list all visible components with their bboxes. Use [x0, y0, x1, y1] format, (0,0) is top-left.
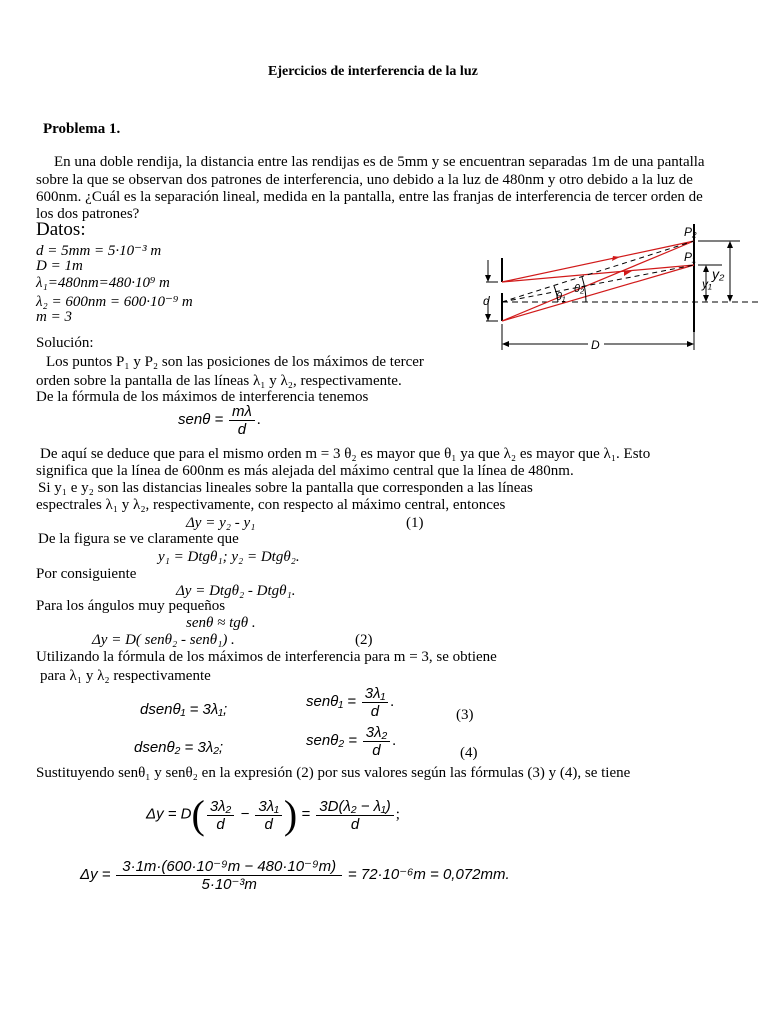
equation-4-number: (4) — [460, 745, 478, 761]
equation-d2: dsenθ₂ = 3λ₂; — [134, 739, 224, 756]
double-slit-figure — [478, 220, 760, 352]
equation-numeric: Δy = $\frac{\text{3·1m·(600·10⁻⁹m − 480·10⁻⁹m)}}{\text{5·10⁻³m}}$ = 72·10⁻⁶m = 0,072mm. — [80, 858, 510, 893]
equation-sen1: senθ₁ = $\frac{\text{3λ₁}}{d}$ . — [306, 685, 394, 720]
solution-line-13: Sustituyendo senθ₁ y senθ₂ en la expresión (2) por sus valores según las fórmulas (3) y (4), se tiene — [36, 765, 631, 781]
equation-1-number: (1) — [406, 515, 424, 531]
solution-line-8: De la figura se ve claramente que — [38, 531, 239, 547]
statement-line-3: 600nm. ¿Cuál es la separación lineal, medida en la pantalla, entre las franjas de interferencia de tercer orden de — [36, 189, 703, 205]
datos-d: d = 5mm = 5·10⁻³ m — [36, 243, 162, 259]
equation-approx: senθ ≈ tgθ . — [186, 615, 256, 631]
statement-line-4: los dos patrones? — [36, 206, 140, 222]
statement-line-2: sobre la que se observan dos patrones de interferencia, uno debido a la luz de 480nm y otro debido a la luz de — [36, 172, 693, 188]
solution-line-11: Utilizando la fórmula de los máximos de interferencia para m = 3, se obtiene — [36, 649, 497, 665]
solution-line-2: orden sobre la pantalla de las líneas λ₁ y λ₂, respectivamente. — [36, 373, 402, 389]
equation-d1: dsenθ₁ = 3λ₁; — [140, 701, 228, 718]
solution-line-12: para λ₁ y λ₂ respectivamente — [40, 668, 211, 684]
equation-2: Δy = D( senθ₂ - senθ₁) . — [92, 632, 235, 648]
label-y2: y₂ — [712, 266, 725, 282]
formula-sen-theta: senθ = $\frac{m\lambda}{d}$ . — [178, 403, 261, 438]
label-p1: P₁ — [684, 250, 696, 264]
label-theta2: θ₂ — [574, 283, 585, 295]
solution-line-10: Para los ángulos muy pequeños — [36, 598, 226, 614]
problem-heading: Problema 1. — [43, 121, 121, 137]
datos-heading: Datos: — [36, 219, 86, 240]
datos-D: D = 1m — [36, 258, 83, 274]
equation-3-number: (3) — [456, 707, 474, 723]
solution-line-9: Por consiguiente — [36, 566, 137, 582]
equation-final: Δy = D( $\frac{\text{3λ₂}}{d}$ − $\frac{\text{3λ₁}}{d}$ ) = $\frac{\text{3D(λ₂ − λ₁)}}{d}$ ; — [146, 792, 400, 837]
solution-line-3: De la fórmula de los máximos de interferencia tenemos — [36, 389, 369, 405]
page-title: Ejercicios de interferencia de la luz — [268, 64, 478, 79]
solution-line-5: significa que la línea de 600nm es más alejada del máximo central que la línea de 480nm. — [36, 463, 574, 479]
solution-line-6: Si y₁ e y₂ son las distancias lineales sobre la pantalla que corresponden a las líneas — [38, 480, 533, 496]
rays — [502, 241, 694, 321]
solution-line-4: De aquí se deduce que para el mismo orden m = 3 θ₂ es mayor que θ₁ ya que λ₂ es mayor que λ₁. Esto — [40, 446, 651, 462]
equation-delta-y: Δy = Dtgθ₂ - Dtgθ₁. — [176, 583, 296, 599]
label-p2: P₂ — [684, 225, 697, 239]
equation-1: Δy = y₂ - y₁ — [186, 515, 256, 531]
label-D: D — [591, 338, 600, 352]
datos-m: m = 3 — [36, 309, 72, 325]
label-theta1: θ₁ — [556, 291, 566, 303]
equation-sen2: senθ₂ = $\frac{\text{3λ₂}}{d}$ . — [306, 724, 396, 759]
solution-line-7: espectrales λ₁ y λ₂, respectivamente, con respecto al máximo central, entonces — [36, 497, 506, 513]
solucion-heading: Solución: — [36, 335, 94, 351]
label-d: d — [483, 294, 490, 308]
equation-2-number: (2) — [355, 632, 373, 648]
datos-lambda2: λ₂ = 600nm = 600·10⁻⁹ m — [36, 294, 193, 310]
datos-lambda1: λ₁=480nm=480·10⁹ m — [36, 275, 170, 291]
label-y1: y₁ — [702, 277, 712, 291]
statement-line-1: En una doble rendija, la distancia entre las rendijas es de 5mm y se encuentran separadas 1m de una pantalla — [54, 154, 705, 170]
solution-line-1: Los puntos P₁ y P₂ son las posiciones de los máximos de tercer — [46, 354, 424, 370]
equation-y: y₁ = Dtgθ₁; y₂ = Dtgθ₂. — [158, 549, 300, 565]
